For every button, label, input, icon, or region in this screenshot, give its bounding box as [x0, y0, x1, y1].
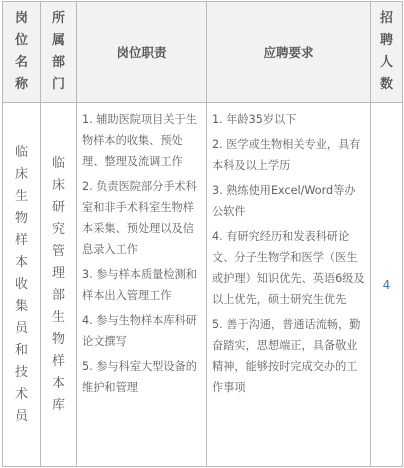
duty-item: 3. 参与样本质量检测和样本出入管理工作: [82, 268, 197, 302]
cell-position-name: 临床生物样本收集员和技术员: [3, 103, 41, 467]
header-duties: 岗位职责: [77, 2, 207, 103]
requirement-item: 2. 医学或生物相关专业，具有本科及以上学历: [212, 138, 361, 172]
duty-item: 2. 负责医院部分手术科室和非手术科室生物样本采集、预处理以及信息录入工作: [82, 180, 197, 256]
headcount-value: 4: [382, 277, 391, 292]
table-header-row: [3, 2, 403, 103]
duty-item: 1. 辅助医院项目关于生物样本的收集、预处理、整理及流调工作: [82, 113, 197, 168]
duty-item: 4. 参与生物样本库科研论文撰写: [82, 314, 197, 348]
cell-department: 临床研究管理部生物样本库: [41, 103, 77, 467]
header-position-name: 岗位名称: [3, 2, 41, 103]
requirement-item: 1. 年龄35岁以下: [212, 113, 297, 126]
job-posting-table-container: [2, 1, 402, 467]
cell-requirements: [207, 103, 371, 467]
requirement-item: 5. 善于沟通，普通话流畅，勤奋踏实，思想端正，具备敬业精神，能够按时完成交办的工作事项: [212, 318, 361, 394]
cell-duties: [77, 103, 207, 467]
duty-item: 5. 参与科室大型设备的维护和管理: [82, 360, 197, 394]
job-posting-table: [2, 1, 403, 467]
requirement-item: 3. 熟练使用Excel/Word等办公软件: [212, 184, 356, 218]
header-department: 所属部门: [41, 2, 77, 103]
cell-headcount: [371, 103, 403, 467]
header-headcount: 招聘人数: [371, 2, 403, 103]
requirement-item: 4. 有研究经历和发表科研论文、分子生物学和医学（医生或护理）知识优先、英语6级及以上优先，硕士研究生优先: [212, 230, 365, 306]
header-requirements: 应聘要求: [207, 2, 371, 103]
table-row: [3, 103, 403, 467]
